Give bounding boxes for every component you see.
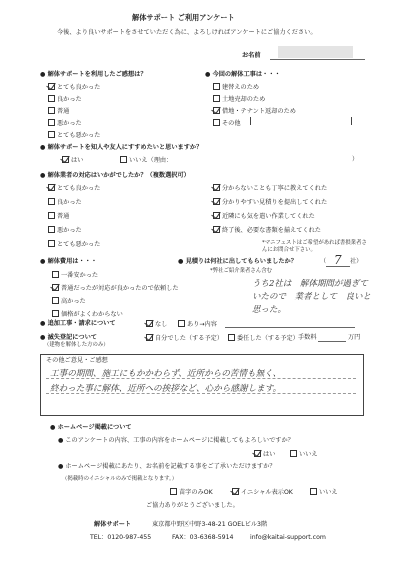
checkbox-icon[interactable]	[232, 488, 239, 495]
q1-label: ● 解体サポートを利用したご感想は？	[40, 71, 147, 78]
hp-q1: ● このアンケートの内容、工事の内容をホームページに掲載してもよろしいですか？	[58, 437, 294, 444]
checkbox-icon[interactable]	[52, 297, 59, 304]
q6-count[interactable]: 7	[334, 253, 342, 267]
intro-text: 今後、より良いサポートをさせていただく為に、よろしければアンケートにご協力ください。	[57, 29, 317, 36]
q6-handwritten-comment: うち2社は 解体期間が過ぎていたので 業者として 良いと思った。	[252, 279, 372, 315]
checkbox-icon[interactable]	[254, 450, 261, 457]
q4-right-1[interactable]: 分かりやすい見積りを提出してくれた	[213, 198, 327, 207]
q2-label: ● 今回の解体工事は・・・	[205, 71, 281, 78]
checkbox-icon[interactable]	[52, 284, 59, 291]
checkbox-icon[interactable]	[228, 334, 235, 341]
q2-option-1[interactable]: 土地売却のため	[213, 95, 265, 104]
q3-close-paren: ）	[352, 156, 359, 163]
q7-some[interactable]: あり→内容	[178, 320, 217, 329]
checkbox-icon[interactable]	[52, 271, 59, 278]
q4-left-1[interactable]: 良かった	[48, 198, 82, 207]
q4-label: ● 解体業者の対応はいかがでしたか？（複数選択可）	[40, 172, 190, 179]
q4-left-0[interactable]: とても良かった	[48, 184, 100, 193]
footer-address: 東京都中野区中野3-48-21 GOELビル3階	[152, 521, 268, 528]
q6-unit: 社）	[350, 258, 363, 265]
hp-name-opt-0[interactable]: 苗字のみOK	[170, 488, 213, 497]
q5-option-2[interactable]: 高かった	[52, 297, 86, 306]
checkbox-icon[interactable]	[48, 95, 55, 102]
name-label: お名前	[242, 52, 261, 59]
q2-other-bracket	[250, 117, 352, 125]
q3-no[interactable]: いいえ（理由：	[120, 156, 172, 165]
q9-handwritten-line-2: 終わった事に解体、近所への挨拶など、心から感謝します。	[50, 384, 282, 394]
q9-label: その他ご意見・ご感想	[46, 357, 108, 364]
checkbox-icon[interactable]	[48, 240, 55, 247]
checkbox-icon[interactable]	[48, 212, 55, 219]
checkbox-icon[interactable]	[52, 310, 59, 317]
q4-left-2[interactable]: 普通	[48, 212, 69, 221]
checkbox-icon[interactable]	[213, 198, 220, 205]
checkbox-icon[interactable]	[120, 156, 127, 163]
q2-option-3[interactable]: その他	[213, 119, 241, 128]
checkbox-icon[interactable]	[48, 131, 55, 138]
q4-right-3[interactable]: 終了後、必要な書類を揃えてくれた	[213, 226, 321, 235]
document-title: 解体サポート ご利用アンケート	[132, 13, 235, 22]
q6-note: *弊社ご紹介業者さん含む	[210, 268, 272, 274]
checkbox-icon[interactable]	[48, 184, 55, 191]
q4-right-2[interactable]: 近隣にも気を遣い作業してくれた	[213, 212, 315, 221]
footer-company: 解体サポート	[94, 521, 132, 528]
checkbox-icon[interactable]	[213, 107, 220, 114]
hp-q2: ● ホームページ掲載にあたり、お名前を記載する事をご了承いただけますか？	[58, 463, 276, 470]
checkbox-icon[interactable]	[146, 320, 153, 327]
q1-option-4[interactable]: とても悪かった	[48, 131, 100, 140]
q4-left-4[interactable]: とても悪かった	[48, 240, 100, 249]
q3-label: ● 解体サポートを知人や友人にすすめたいと思いますか？	[40, 144, 203, 151]
hp-label: ● ホームページ掲載について	[50, 424, 132, 431]
hp-yes[interactable]: はい	[254, 450, 275, 459]
checkbox-icon[interactable]	[213, 184, 220, 191]
q8-sublabel: （建物を解体した方のみ）	[44, 342, 109, 348]
q8-yen: 万円	[348, 334, 361, 341]
q2-option-0[interactable]: 建替えのため	[213, 83, 259, 92]
footer-fax: FAX：03-6368-5914	[172, 534, 234, 541]
checkbox-icon[interactable]	[213, 95, 220, 102]
footer-tel: TEL：0120-987-455	[90, 534, 152, 541]
thanks-text: ご協力ありがとうございました。	[146, 502, 239, 509]
checkbox-icon[interactable]	[213, 212, 220, 219]
checkbox-icon[interactable]	[48, 226, 55, 233]
checkbox-icon[interactable]	[213, 226, 220, 233]
checkbox-icon[interactable]	[170, 488, 177, 495]
hp-q2-note: （掲載時のイニシャルのみで掲載となります。）	[62, 476, 178, 482]
q1-option-3[interactable]: 悪かった	[48, 119, 82, 128]
q8-option-self[interactable]: 自分でした（する予定）	[146, 334, 223, 343]
q8-fee-label: 手数料	[298, 334, 317, 341]
q5-option-1[interactable]: 普通だったが対応が良かったので依頼した	[52, 284, 179, 293]
q7-label: ● 追加工事・請求について	[40, 320, 116, 327]
checkbox-icon[interactable]	[146, 334, 153, 341]
q8-option-delegate[interactable]: 委任した（する予定）	[228, 334, 299, 343]
q4-left-3[interactable]: 悪かった	[48, 226, 82, 235]
q5-option-0[interactable]: 一番安かった	[52, 271, 98, 280]
checkbox-icon[interactable]	[213, 119, 220, 126]
checkbox-icon[interactable]	[290, 450, 297, 457]
q4-right-0[interactable]: 分からないことも丁寧に教えてくれた	[213, 184, 327, 193]
checkbox-icon[interactable]	[213, 83, 220, 90]
hp-name-opt-2[interactable]: いいえ	[310, 488, 338, 497]
q6-label: ● 見積りは何社に出してもらいましたか？	[178, 258, 297, 265]
q5-option-3[interactable]: 価格がよくわからない	[52, 310, 123, 319]
q1-option-0[interactable]: とても良かった	[48, 83, 100, 92]
q1-option-1[interactable]: 良かった	[48, 95, 82, 104]
hp-no[interactable]: いいえ	[290, 450, 318, 459]
q2-option-2[interactable]: 借地・テナント返却のため	[213, 107, 296, 116]
checkbox-icon[interactable]	[62, 156, 69, 163]
q4-note: *マニフェストはご希望があれば書損業者さんにお問合せ下さい。	[262, 240, 367, 253]
q1-option-2[interactable]: 普通	[48, 107, 69, 116]
checkbox-icon[interactable]	[48, 119, 55, 126]
q9-handwritten-line-1: 工事の期間、施工にもかかわらず、近所からの苦情も無く、	[50, 369, 282, 379]
checkbox-icon[interactable]	[48, 107, 55, 114]
q5-label: ● 解体費用は・・・	[40, 258, 98, 265]
q8-label: ● 滅失登記について	[40, 334, 97, 341]
q7-none[interactable]: なし	[146, 320, 167, 329]
checkbox-icon[interactable]	[178, 320, 185, 327]
hp-name-opt-1[interactable]: イニシャル表示OK	[232, 488, 293, 497]
footer-email[interactable]: info@kaitai-support.com	[250, 534, 326, 541]
q6-open-paren: （	[320, 258, 327, 265]
redacted-name	[278, 46, 353, 58]
checkbox-icon[interactable]	[48, 83, 55, 90]
checkbox-icon[interactable]	[48, 198, 55, 205]
checkbox-icon[interactable]	[310, 488, 317, 495]
q3-yes[interactable]: はい	[62, 156, 83, 165]
